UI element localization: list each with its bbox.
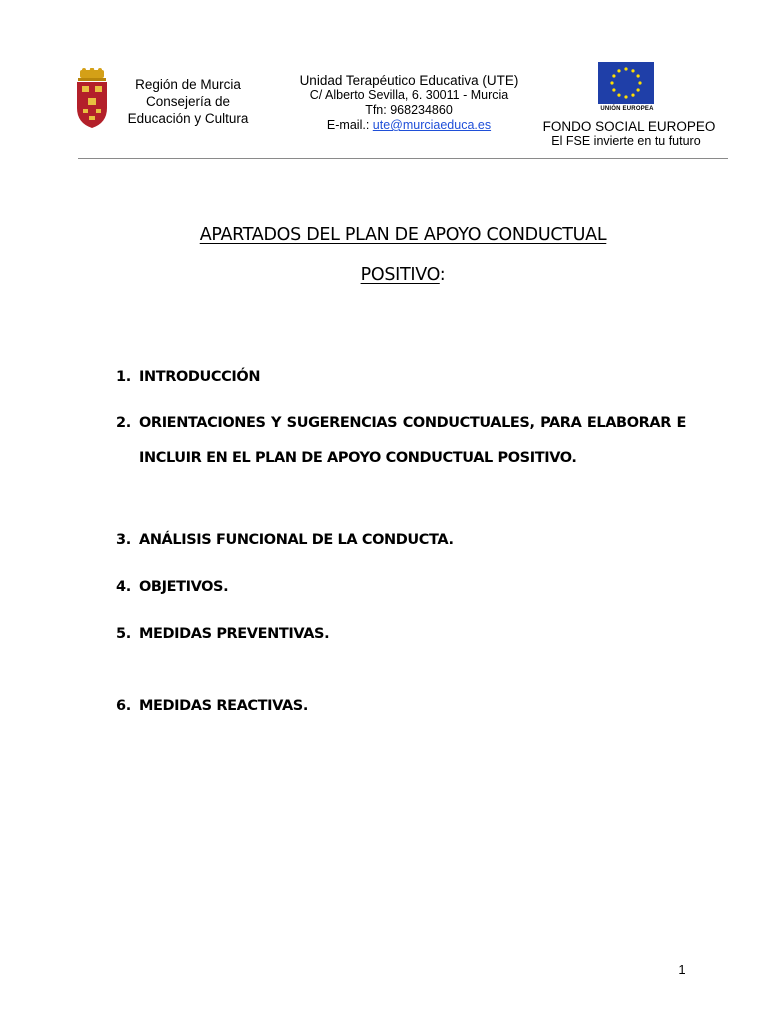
list-item-number: 6. [116,698,131,714]
list-item-text: INTRODUCCIÓN [139,369,261,385]
fse-title: FONDO SOCIAL EUROPEO [542,119,716,134]
list-item [116,617,686,652]
email-label: E-mail.: [326,118,373,132]
document-title-cont [100,265,706,285]
list-item-number: 4. [116,579,131,595]
title-line-1: APARTADOS DEL PLAN DE APOYO CONDUCTUAL [199,225,607,245]
list-item-number: 1. [116,369,131,385]
list-item [116,406,686,476]
eu-caption: UNIÓN EUROPEA [600,106,654,112]
list-item [116,570,686,605]
unit-email-line [278,118,540,133]
list-item-text: MEDIDAS REACTIVAS. [139,698,308,714]
region-line: Región de Murcia [135,77,241,92]
header-divider [78,158,728,159]
list-item-number: 3. [116,532,131,548]
region-name-block [118,76,258,127]
page-number: 1 [678,962,686,977]
ministry-line-2: Educación y Cultura [127,111,249,126]
list-item [116,360,686,395]
unit-contact-block [278,73,540,133]
title-colon: : [439,265,446,285]
unit-address: C/ Alberto Sevilla, 6. 30011 - Murcia [309,88,509,102]
list-item-text: ANÁLISIS FUNCIONAL DE LA CONDUCTA. [139,532,454,548]
unit-name: Unidad Terapéutico Educativa (UTE) [299,73,519,88]
title-line-2: POSITIVO [360,265,440,285]
eu-flag-icon [598,62,654,104]
list-item [116,689,686,724]
fse-slogan: El FSE invierte en tu futuro [551,134,701,148]
list-item-text: ORIENTACIONES Y SUGERENCIAS CONDUCTUALES, PARA ELABORAR E INCLUIR EN EL PLAN DE APOYO CONDUCTUAL POSITIVO. [139,415,686,466]
region-murcia-crest-icon [74,68,110,130]
list-item-text: MEDIDAS PREVENTIVAS. [139,626,330,642]
list-item [116,523,686,558]
list-item-text: OBJETIVOS. [139,579,229,595]
unit-phone: Tfn: 968234860 [365,103,453,117]
ministry-line: Consejería de [145,94,231,109]
list-item-number: 5. [116,626,131,642]
email-link[interactable]: ute@murciaeduca.es [372,118,492,132]
document-title [100,225,706,245]
list-item-number: 2. [116,415,131,431]
